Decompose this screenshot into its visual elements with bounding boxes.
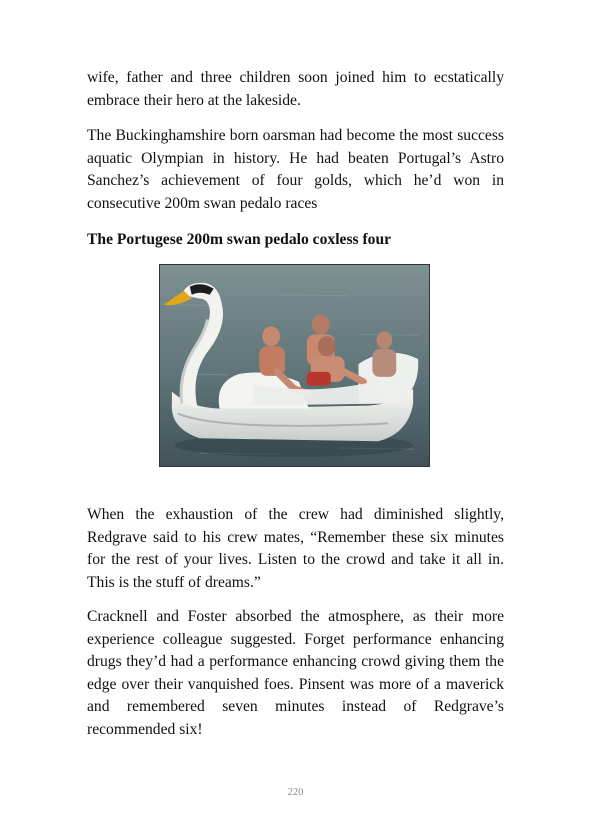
paragraph-lakeside: wife, father and three children soon joined him to ecstatically embrace their hero at the lakeside. (87, 69, 504, 109)
section-heading: The Portugese 200m swan pedalo coxless four (87, 231, 392, 248)
swan-pedalo-photo (159, 264, 430, 467)
paragraph-redgrave-speech: When the exhaustion of the crew had diminished slightly, Redgrave said to his crew mates, “Remember these six minutes for the rest of your lives. Listen to the crowd and take it all in. This is the stuff of dreams.” (87, 506, 504, 591)
page-number: 220 (287, 787, 304, 798)
paragraph-crew-atmosphere: Cracknell and Foster absorbed the atmosphere, as their more experience colleague suggested. Forget performance enhancing drugs they’d had a performance enhancing crowd giving them the edge over their vanquished foes. Pinsent was more of a maverick and remembered seven minutes instead of Redgrave’s recommended six! (87, 608, 504, 738)
paragraph-olympian-record: The Buckinghamshire born oarsman had become the most success aquatic Olympian in history. He had beaten Portugal’s Astro Sanchez’s achievement of four golds, which he’d won in consecutive 200m swan pedalo races (87, 127, 504, 212)
